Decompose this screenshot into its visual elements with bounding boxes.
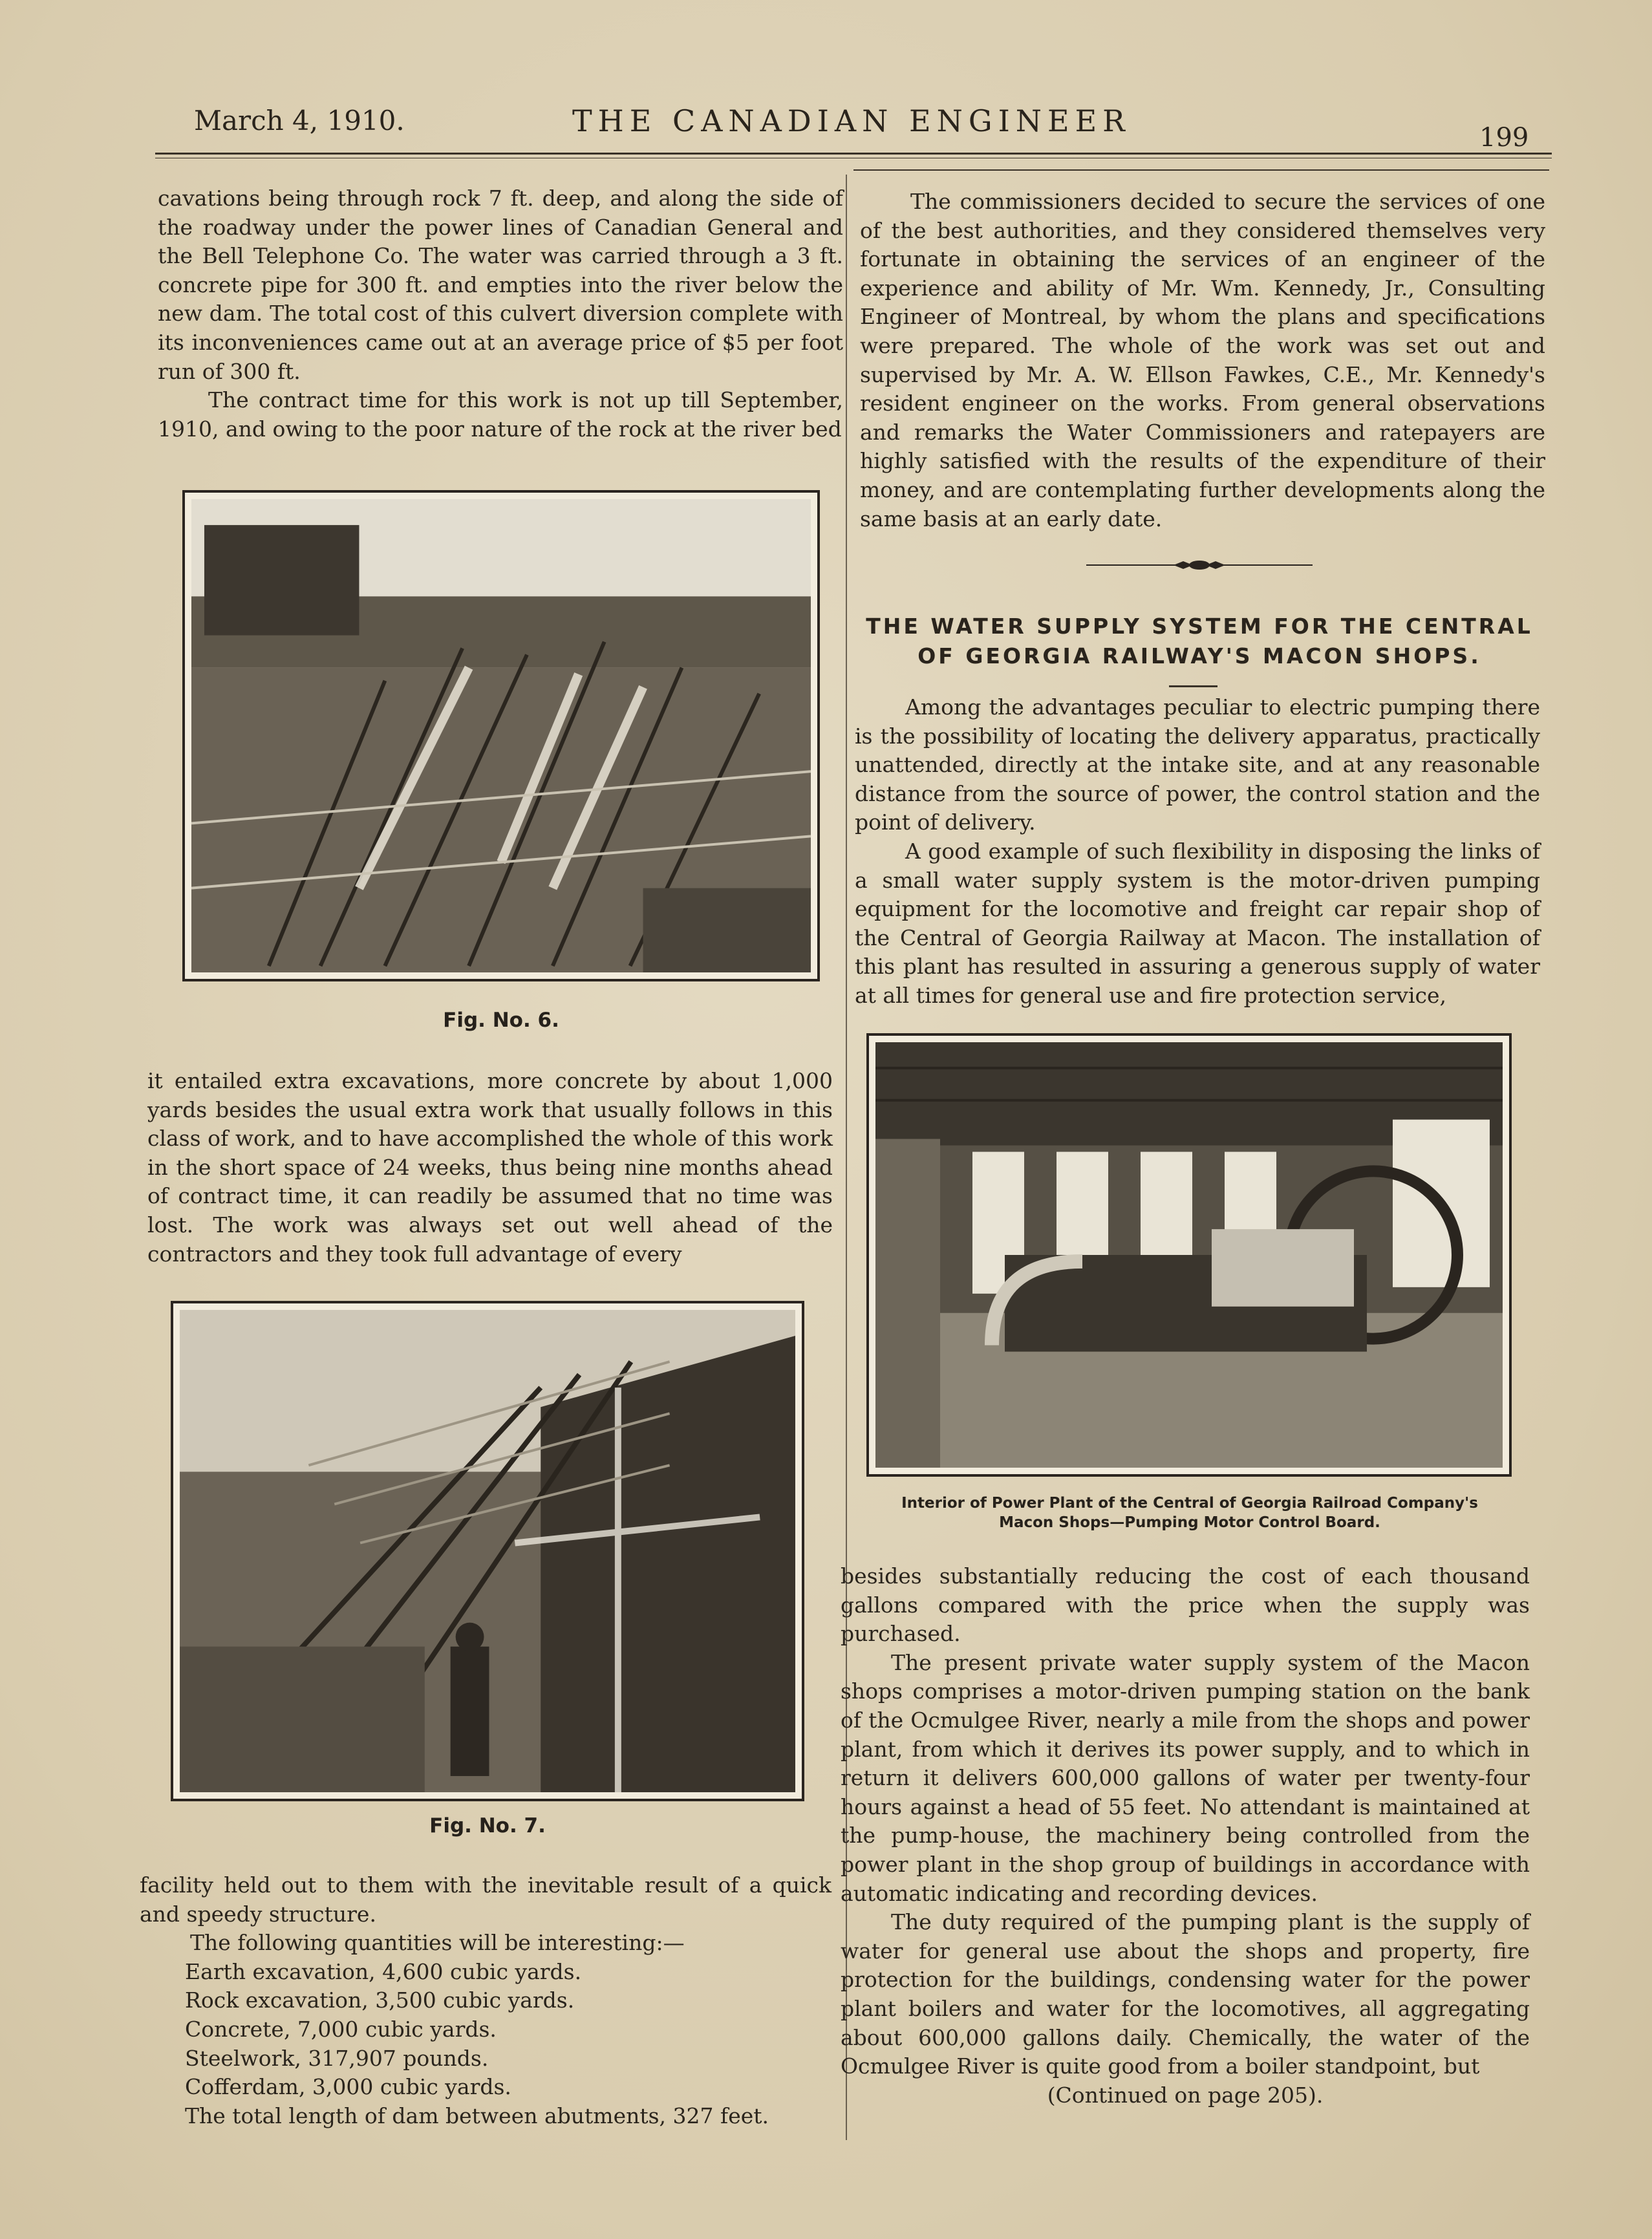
paragraph: besides substantially reducing the cost of each thousand gallons compared with the price when the supply was purchased. [841, 1563, 1530, 1647]
caption-line: Macon Shops—Pumping Motor Control Board. [999, 1514, 1380, 1531]
fig6-caption: Fig. No. 6. [443, 1009, 559, 1032]
issue-date: March 4, 1910. [194, 105, 405, 136]
fig7-steel-framework-image [180, 1310, 795, 1792]
caption-line: Interior of Power Plant of the Central of Georgia Railroad Company's [901, 1495, 1478, 1512]
header-rule [155, 153, 1552, 155]
fig7-photo [171, 1301, 804, 1801]
page-number: 199 [1479, 123, 1529, 153]
fig6-photo [182, 490, 820, 981]
quantities-list [140, 1958, 831, 2131]
power-plant-photo [866, 1033, 1512, 1477]
fig7-caption: Fig. No. 7. [429, 1814, 546, 1837]
right-column-top-text [860, 187, 1545, 533]
paragraph: The contract time for this work is not up till September, 1910, and owing to the poor nature of the rock at the river bed [158, 387, 843, 442]
continued-note: (Continued on page 205). [1047, 2082, 1324, 2108]
power-plant-interior-image [875, 1042, 1503, 1468]
list-item: Rock excavation, 3,500 cubic yards. [185, 1987, 575, 2013]
left-column-bottom-text [140, 1871, 831, 2130]
fig6-dam-construction-image [191, 499, 811, 972]
list-item: Earth excavation, 4,600 cubic yards. [185, 1958, 582, 1984]
ornamental-divider [1086, 559, 1313, 572]
paragraph: The present private water supply system of the Macon shops comprises a motor-driven pumping station on the bank of the Ocmulgee River, nearly a mile from the shops and power plant, from which it derives its power supply, and to which in return it delivers 600,000 gallons of water per twenty-four hours against a head of 55 feet. No attendant is maintained at the pump-house, the machinery being controlled from the power plant in the shop group of buildings in accordance with automatic indicating and recording devices. [841, 1649, 1530, 1906]
list-item: Steelwork, 317,907 pounds. [185, 2045, 489, 2071]
paragraph: it entailed extra excavations, more concrete by about 1,000 yards besides the usual extra work that usually follows in this class of work, and to have accomplished the whole of this work in the short space of 24 weeks, thus being nine months ahead of contract time, it can readily be assumed that no time was lost. The work was always set out well ahead of the contractors and they took full advantage of every [147, 1068, 833, 1267]
paragraph: facility held out to them with the inevitable result of a quick and speedy structure. [140, 1872, 831, 1927]
list-intro: The following quantities will be interesting:— [190, 1930, 685, 1956]
left-column-middle-text [147, 1067, 833, 1269]
right-column-bottom-text [841, 1562, 1530, 2110]
right-column-intro-text [855, 693, 1540, 1011]
title-underline [1169, 685, 1218, 687]
paragraph: A good example of such flexibility in disposing the links of a small water supply system is the motor-driven pumping equipment for the locomotive and freight car repair shop of the Central of Georgia Railway at Macon. The installation of this plant has resulted in assuring a generous supply of water at all times for general use and fire protection service, [855, 838, 1540, 1008]
left-column-top-text [158, 184, 843, 444]
power-plant-caption [834, 1494, 1545, 1532]
page-header [194, 103, 1552, 155]
journal-title: THE CANADIAN ENGINEER [572, 103, 1131, 138]
list-item: The total length of dam between abutments, 327 feet. [185, 2103, 769, 2128]
paragraph: The commissioners decided to secure the services of one of the best authorities, and they considered themselves very fortunate in obtaining the services of an engineer of the experience and ability of Mr. Wm. Kennedy, Jr., Consulting Engineer of Montreal, by whom the plans and specifications were prepared. The whole of the work was set out and supervised by Mr. A. W. Ellson Fawkes, C.E., Mr. Kennedy's resident engineer on the works. From general observations and remarks the Water Commissioners and ratepayers are highly satisfied with the results of the expenditure of their money, and are contemplating further developments along the same basis at an early date. [860, 189, 1545, 531]
article-title-line: OF GEORGIA RAILWAY'S MACON SHOPS. [917, 643, 1481, 669]
article-title [850, 612, 1549, 671]
right-column-top-rule [853, 169, 1549, 171]
paragraph: The duty required of the pumping plant is the supply of water for general use about the shops and property, fire protection for the buildings, condensing water for the power plant boilers and water for the locomotives, all aggregating about 600,000 gallons daily. Chemically, the water of the Ocmulgee River is quite good from a boiler standpoint, but [841, 1909, 1530, 2079]
paragraph: cavations being through rock 7 ft. deep, and along the side of the roadway under the power lines of Canadian General and the Bell Telephone Co. The water was carried through a 3 ft. concrete pipe for 300 ft. and empties into the river below the new dam. The total cost of this culvert diversion complete with its inconveniences came out at an average price of $5 per foot run of 300 ft. [158, 186, 843, 384]
list-item: Concrete, 7,000 cubic yards. [185, 2016, 497, 2042]
article-title-line: THE WATER SUPPLY SYSTEM FOR THE CENTRAL [866, 614, 1533, 639]
paragraph: Among the advantages peculiar to electric pumping there is the possibility of locating the delivery apparatus, practically unattended, directly at the intake site, and at any reasonable distance from the source of power, the control station and the point of delivery. [855, 694, 1540, 835]
list-item: Cofferdam, 3,000 cubic yards. [185, 2074, 511, 2100]
